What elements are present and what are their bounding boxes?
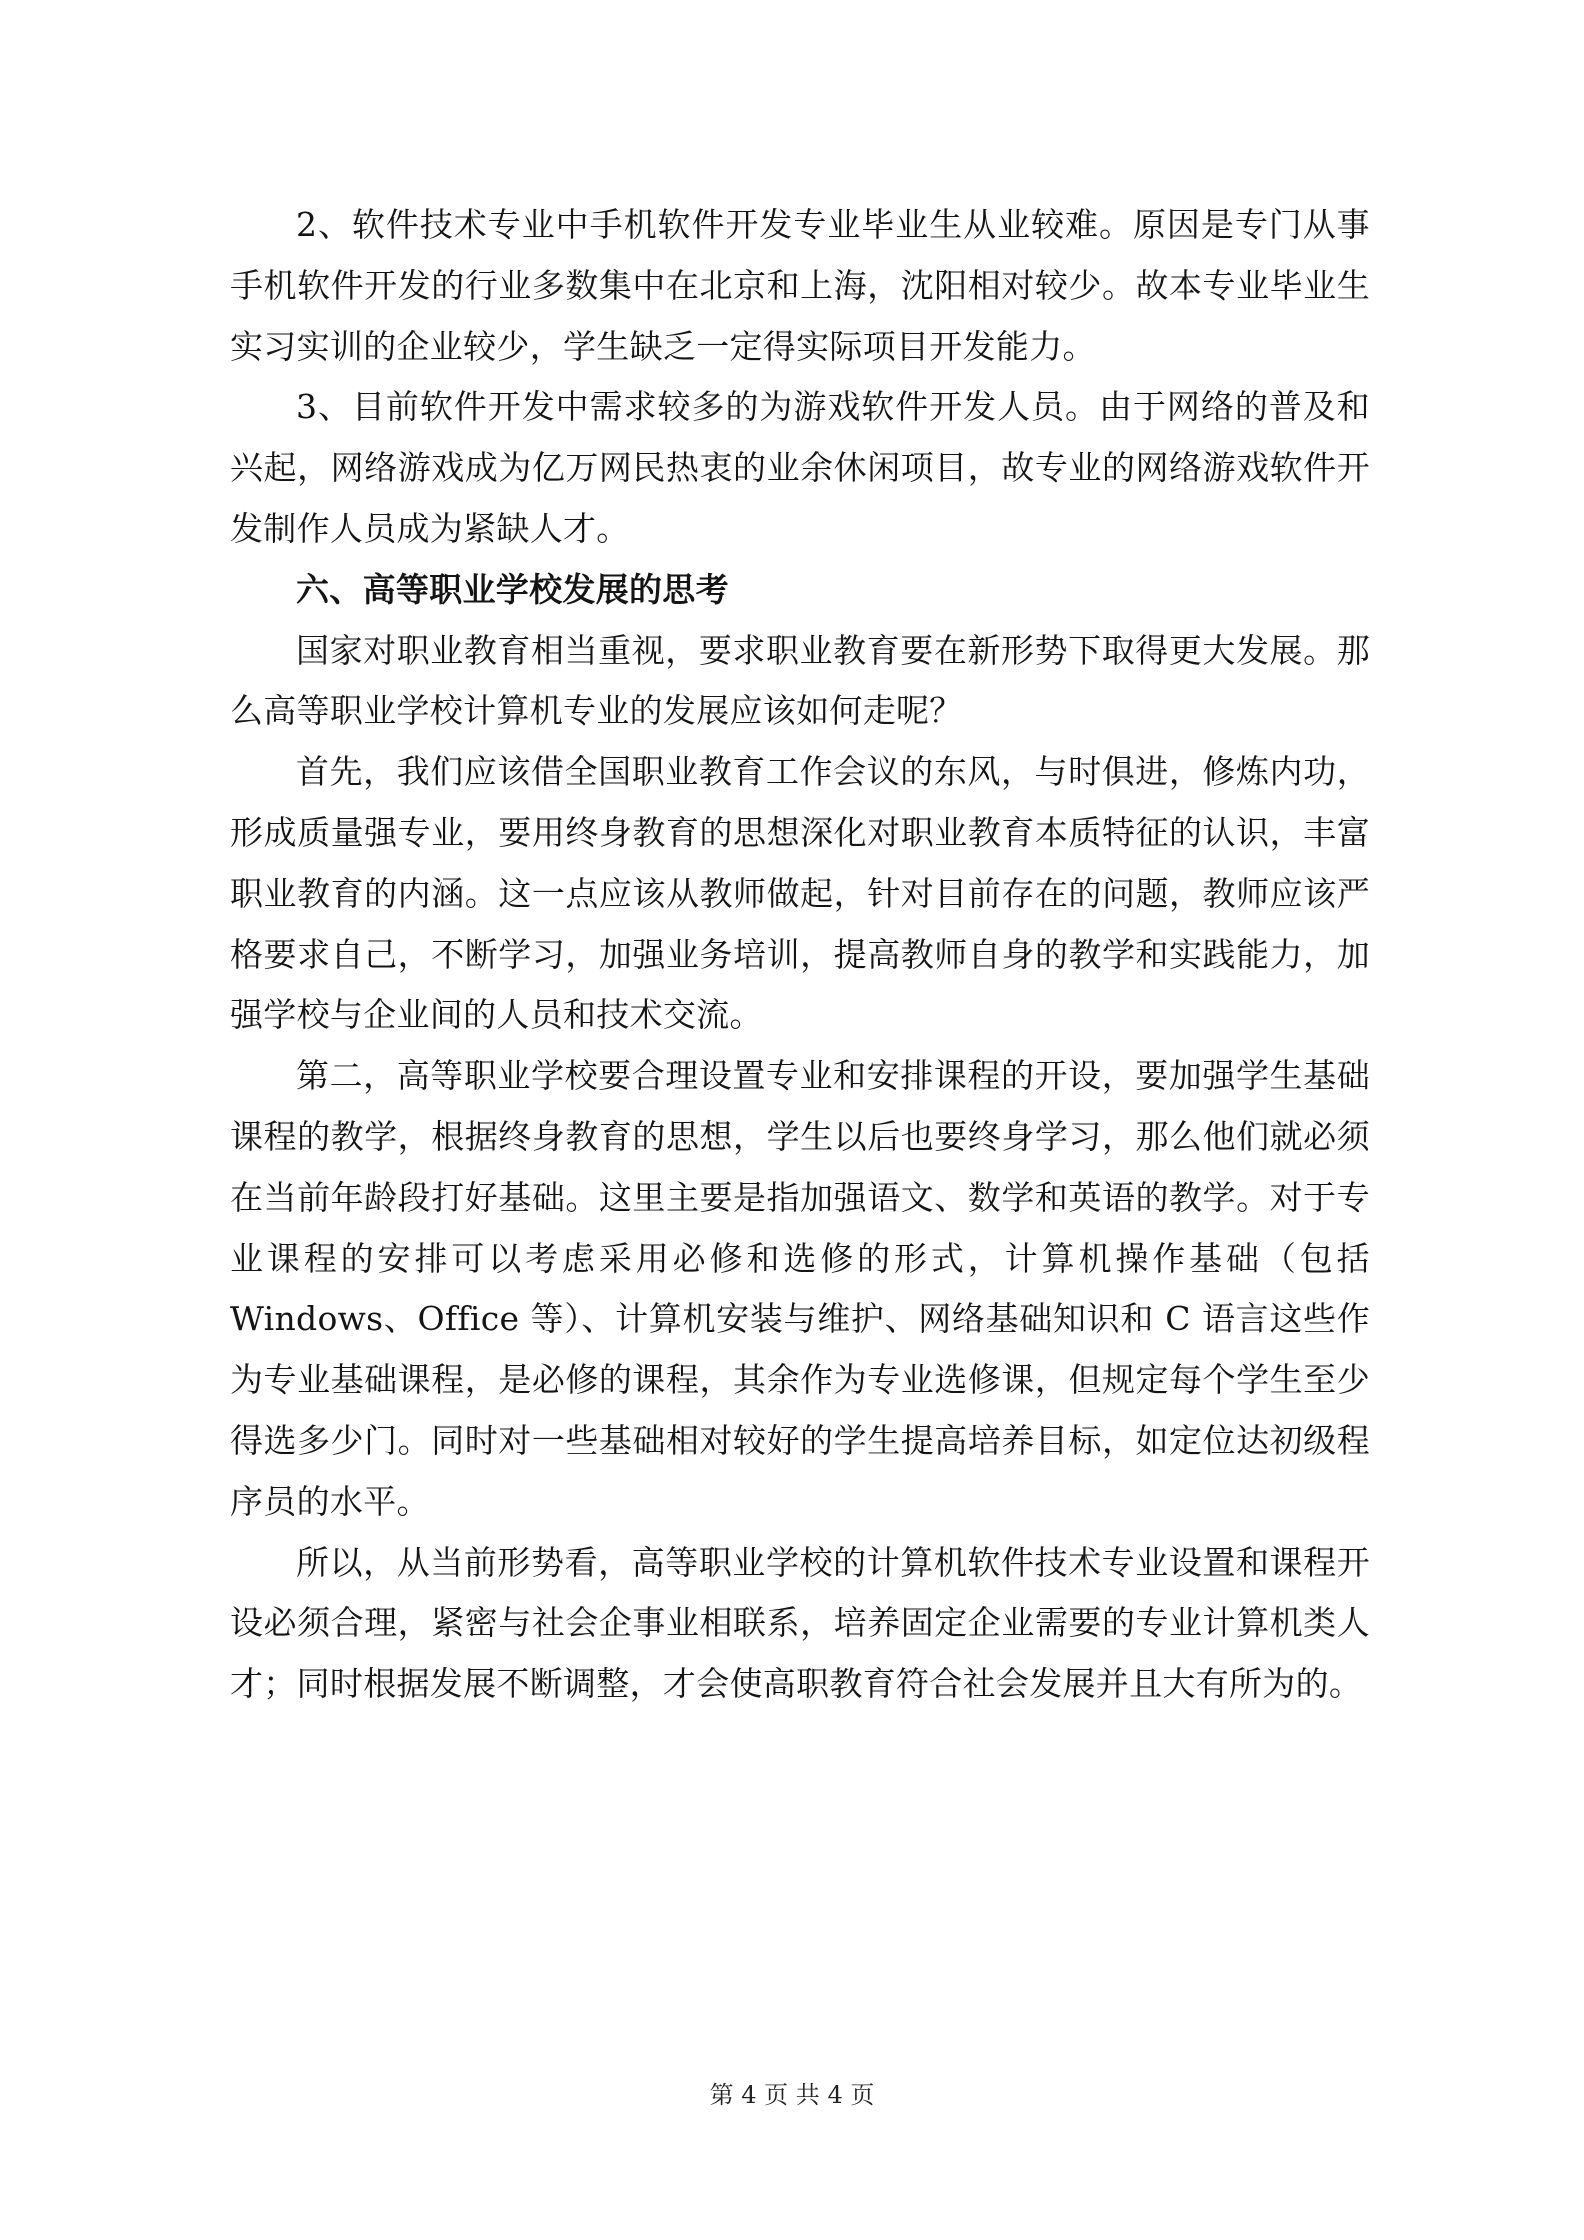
paragraph-point-2: 2、软件技术专业中手机软件开发专业毕业生从业较难。原因是专门从事手机软件开发的行业多数集中在北京和上海，沈阳相对较少。故本专业毕业生实习实训的企业较少，学生缺乏一定得实际项目开发能力。: [230, 205, 1370, 366]
paragraph-intro: 国家对职业教育相当重视，要求职业教育要在新形势下取得更大发展。那么高等职业学校计算机专业的发展应该如何走呢？: [230, 630, 1370, 731]
paragraph-second: 第二，高等职业学校要合理设置专业和安排课程的开设，要加强学生基础课程的教学，根据终身教育的思想，学生以后也要终身学习，那么他们就必须在当前年龄段打好基础。这里主要是指加强语文、数学和英语的教学。对于专业课程的安排可以考虑采用必修和选修的形式，计算机操作基础（包括 Windows、Office 等）、计算机安装与维护、网络基础知识和 C 语言这些作为专业基础课程，是必修的课程，其余作为专业选修课，但规定每个学生至少得选多少门。同时对一些基础相对较好的学生提高培养目标，如定位达初级程序员的水平。: [230, 1056, 1370, 1521]
paragraph-conclusion: 所以，从当前形势看，高等职业学校的计算机软件技术专业设置和课程开设必须合理，紧密与社会企事业相联系，培养固定企业需要的专业计算机类人才；同时根据发展不断调整，才会使高职教育符合社会发展并且大有所为的。: [230, 1542, 1370, 1704]
document-body: [230, 195, 1370, 1715]
page-footer: 第 4 页 共 4 页: [709, 2081, 875, 2109]
paragraph-point-3: 3、目前软件开发中需求较多的为游戏软件开发人员。由于网络的普及和兴起，网络游戏成为亿万网民热衷的业余休闲项目，故专业的网络游戏软件开发制作人员成为紧缺人才。: [230, 387, 1370, 548]
paragraph-first: 首先，我们应该借全国职业教育工作会议的东风，与时俱进，修炼内功，形成质量强专业，要用终身教育的思想深化对职业教育本质特征的认识，丰富职业教育的内涵。这一点应该从教师做起，针对目前存在的问题，教师应该严格要求自己，不断学习，加强业务培训，提高教师自身的教学和实践能力，加强学校与企业间的人员和技术交流。: [230, 752, 1370, 1035]
section-heading: 六、高等职业学校发展的思考: [296, 569, 729, 609]
